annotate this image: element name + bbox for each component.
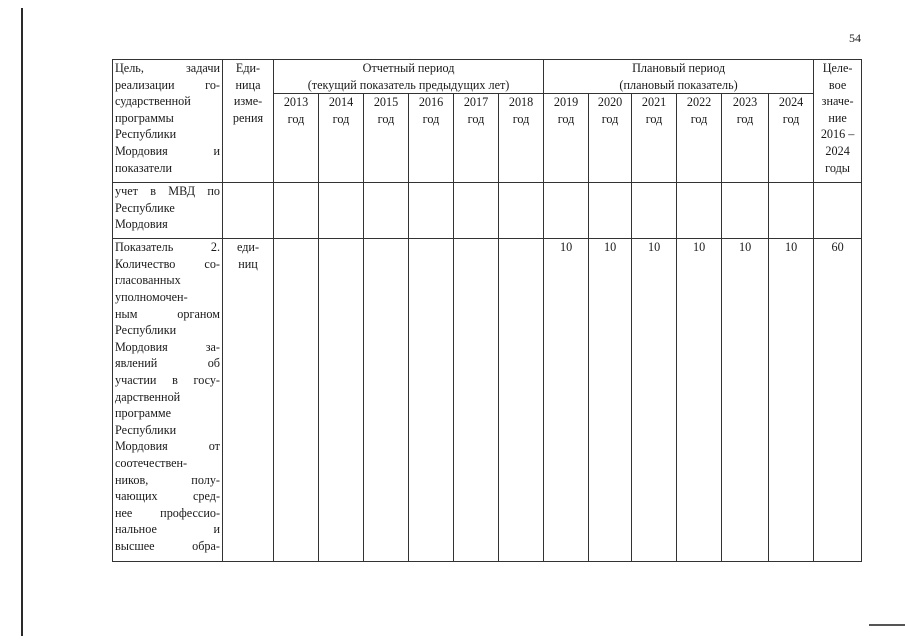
- text-line: Показатель 2.: [115, 240, 220, 255]
- unit-cell: еди- ниц: [223, 239, 274, 562]
- year-header-cell: 2023 год: [722, 94, 769, 183]
- header-unit-cell: Еди- ница изме- рения: [223, 60, 274, 183]
- text-line: дарственной: [115, 389, 181, 404]
- year-header-cell: 2024 год: [769, 94, 814, 183]
- text-line: нее профессио-: [115, 505, 220, 520]
- text-line: явлений об: [115, 356, 220, 371]
- header-planned-period: Плановый период (плановый показатель): [544, 60, 814, 94]
- value-cell: [499, 239, 544, 562]
- value-cell: [677, 183, 722, 239]
- text-line: уполномочен-: [115, 289, 188, 304]
- value-cell: [409, 239, 454, 562]
- header-goal-cell: [113, 60, 223, 183]
- value-cell: [274, 239, 319, 562]
- text-line: гласованных: [115, 273, 181, 288]
- text-line: Мордовия и: [115, 143, 220, 158]
- header-row-periods: [113, 60, 862, 94]
- text-line: участии в госу-: [115, 372, 220, 387]
- year-header-cell: 2019 год: [544, 94, 589, 183]
- value-cell: [632, 183, 677, 239]
- table-row: [113, 239, 862, 562]
- text-line: высшее обра-: [115, 538, 220, 553]
- indicators-table: [112, 59, 862, 562]
- year-header-cell: 2018 год: [499, 94, 544, 183]
- header-reporting-period: Отчетный период (текущий показатель предыдущих лет): [274, 60, 544, 94]
- value-cell: [544, 183, 589, 239]
- value-cell: [454, 239, 499, 562]
- value-cell: 10: [589, 239, 632, 562]
- text-line: ников, полу-: [115, 472, 220, 487]
- target-value-cell: [814, 183, 862, 239]
- year-header-cell: 2014 год: [319, 94, 364, 183]
- text-line: Республики: [115, 127, 177, 142]
- text-line: Мордовия за-: [115, 339, 220, 354]
- text-line: реализации го-: [115, 77, 220, 92]
- target-value-cell: 60: [814, 239, 862, 562]
- value-cell: 10: [677, 239, 722, 562]
- year-header-cell: 2020 год: [589, 94, 632, 183]
- value-cell: [454, 183, 499, 239]
- text-line: Мордовия: [115, 217, 168, 232]
- year-header-cell: 2015 год: [364, 94, 409, 183]
- value-cell: [274, 183, 319, 239]
- text-line: Мордовия от: [115, 439, 220, 454]
- text-line: Республике: [115, 200, 175, 215]
- value-cell: 10: [632, 239, 677, 562]
- value-cell: [319, 183, 364, 239]
- value-cell: [722, 183, 769, 239]
- header-target-value: Целе- вое значе- ние 2016 – 2024 годы: [814, 60, 862, 183]
- year-header-cell: 2017 год: [454, 94, 499, 183]
- unit-cell: [223, 183, 274, 239]
- page-number: 54: [849, 31, 861, 45]
- text-line: Количество со-: [115, 256, 220, 271]
- value-cell: 10: [769, 239, 814, 562]
- text-line: сударственной: [115, 94, 191, 109]
- text-line: учет в МВД по: [115, 184, 220, 199]
- value-cell: [319, 239, 364, 562]
- indicator-name-cell: [113, 183, 223, 239]
- text-line: программы: [115, 110, 174, 125]
- value-cell: [499, 183, 544, 239]
- value-cell: [364, 183, 409, 239]
- year-header-cell: 2013 год: [274, 94, 319, 183]
- text-line: программе: [115, 406, 172, 421]
- value-cell: 10: [722, 239, 769, 562]
- year-header-cell: 2016 год: [409, 94, 454, 183]
- value-cell: [409, 183, 454, 239]
- text-line: ным органом: [115, 306, 220, 321]
- left-margin-rule: [21, 8, 23, 636]
- value-cell: [364, 239, 409, 562]
- text-line: Цель, задачи: [115, 61, 220, 75]
- value-cell: [589, 183, 632, 239]
- text-line: показатели: [115, 160, 173, 175]
- text-line: чающих сред-: [115, 489, 220, 504]
- year-header-cell: 2022 год: [677, 94, 722, 183]
- text-line: нальное и: [115, 522, 220, 537]
- year-header-cell: 2021 год: [632, 94, 677, 183]
- value-cell: [769, 183, 814, 239]
- value-cell: 10: [544, 239, 589, 562]
- text-line: Республики: [115, 323, 177, 338]
- text-line: соотечествен-: [115, 455, 188, 470]
- bottom-edge-mark: [869, 624, 905, 626]
- text-line: Республики: [115, 422, 177, 437]
- table-row: [113, 183, 862, 239]
- indicator-name-cell: [113, 239, 223, 562]
